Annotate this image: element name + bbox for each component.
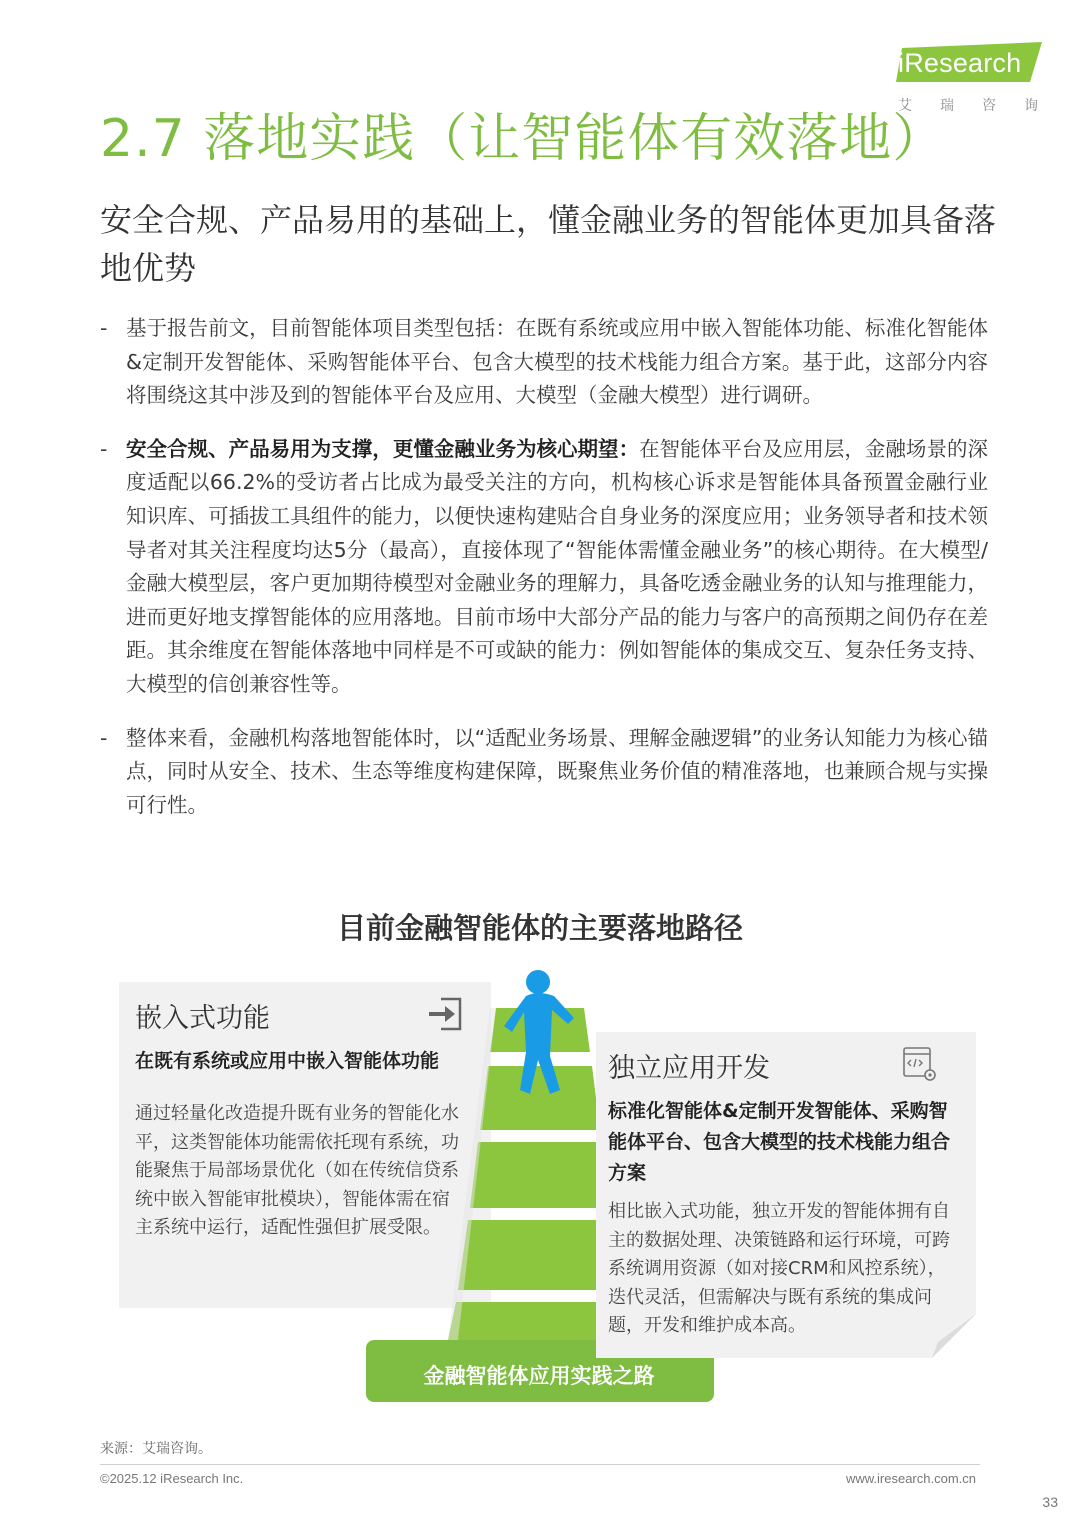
logo-text: iResearch xyxy=(898,48,1022,78)
pyramid-band-3 xyxy=(470,1142,610,1208)
website-link[interactable]: www.iresearch.com.cn xyxy=(845,1471,976,1486)
pyramid-label: 金融智能体应用实践之路 xyxy=(423,1364,655,1388)
bullet-bold: 安全合规、产品易用为支撑，更懂金融业务为核心期望： xyxy=(126,436,640,461)
source-note: 来源：艾瑞咨询。 xyxy=(100,1441,212,1457)
footer-divider xyxy=(100,1464,980,1465)
bullet-item: - 基于报告前文，目前智能体项目类型包括：在既有系统或应用中嵌入智能体功能、标准化智能体&定制开发智能体、采购智能体平台、包含大模型的技术栈能力组合方案。基于此，这部分内容将围绕这其中涉及到的智能体平台及应用、大模型（金融大模型）进行调研。 xyxy=(100,316,988,408)
diagram-title: 目前金融智能体的主要落地路径 xyxy=(336,911,743,945)
bullet-item: - 安全合规、产品易用为支撑，更懂金融业务为核心期望：在智能体平台及应用层，金融场景的深度适配以66.2%的受访者占比成为最受关注的方向，机构核心诉求是智能体具备预置金融行业知识库、可插拔工具组件的能力，以便快速构建贴合自身业务的深度应用；业务领导者和技术领导者对其关注程度均达5分（最高），直接体现了“智能体需懂金融业务”的核心期待。在大模型/金融大模型层，客户更加期待模型对金融业务的理解力，具备吃透金融业务的认知与推理能力，进而更好地支撑智能体的应用落地。目前市场中大部分产品的能力与客户的高预期之间仍存在差距。其余维度在智能体落地中同样是不可或缺的能力：例如智能体的集成交互、复杂任务支持、大模型的信创兼容性等。 xyxy=(100,436,988,696)
page-title: 2.7 落地实践（让智能体有效落地） xyxy=(100,109,946,169)
bullet-text: 基于报告前文，目前智能体项目类型包括：在既有系统或应用中嵌入智能体功能、标准化智能体&定制开发智能体、采购智能体平台、包含大模型的技术栈能力组合方案。基于此，这部分内容将围绕这其中涉及到的智能体平台及应用、大模型（金融大模型）进行调研。 xyxy=(126,316,988,408)
bullet-text: 在智能体平台及应用层，金融场景的深度适配以66.2%的受访者占比成为最受关注的方向，机构核心诉求是智能体具备预置金融行业知识库、可插拔工具组件的能力，以便快速构建贴合自身业务的深度应用；业务领导者和技术领导者对其关注程度均达5分（最高），直接体现了“智能体需懂金融业务”的核心期待。在大模型/金融大模型层，客户更加期待模型对金融业务的理解力，具备吃透金融业务的认知与推理能力，进而更好地支撑智能体的应用落地。目前市场中大部分产品的能力与客户的高预期之间仍存在差距。其余维度在智能体落地中同样是不可或缺的能力：例如智能体的集成交互、复杂任务支持、大模型的信创兼容性等。 xyxy=(126,436,988,696)
standalone-app-card xyxy=(596,1032,976,1358)
card-heading: 嵌入式功能 xyxy=(135,1003,270,1034)
page-subtitle: 安全合规、产品易用的基础上，懂金融业务的智能体更加具备落地优势 xyxy=(100,201,997,287)
card-heading: 独立应用开发 xyxy=(608,1053,770,1084)
page-number: 33 xyxy=(1042,1494,1058,1510)
code-settings-icon xyxy=(900,1044,940,1084)
pyramid-band-2 xyxy=(480,1066,600,1130)
copyright: ©2025.12 iResearch Inc. xyxy=(100,1471,244,1486)
bullet-list xyxy=(100,312,988,842)
card-strong-text: 在既有系统或应用中嵌入智能体功能 xyxy=(135,1050,440,1072)
bullet-text: 整体来看，金融机构落地智能体时，以“适配业务场景、理解金融逻辑”的业务认知能力为核心锚点，同时从安全、技术、生态等维度构建保障，既聚焦业务价值的精准落地，也兼顾合规与实操可行性。 xyxy=(126,725,988,817)
card-body-text: 相比嵌入式功能，独立开发的智能体拥有自主的数据处理、决策链路和运行环境，可跨系统调用资源（如对接CRM和风控系统），迭代灵活，但需解决与既有系统的集成问题，开发和维护成本高。 xyxy=(608,1201,950,1336)
card-strong-text: 标准化智能体&定制开发智能体、采购智能体平台、包含大模型的技术栈能力组合方案 xyxy=(608,1100,951,1184)
card-body-text: 通过轻量化改造提升既有业务的智能化水平，这类智能体功能需依托现有系统，功能聚焦于局部场景优化（如在传统信贷系统中嵌入智能审批模块），智能体需在宿主系统中运行，适配性强但扩展受限。 xyxy=(135,1103,459,1238)
bullet-item: - 整体来看，金融机构落地智能体时，以“适配业务场景、理解金融逻辑”的业务认知能力为核心锚点，同时从安全、技术、生态等维度构建保障，既聚焦业务价值的精准落地，也兼顾合规与实操可行性。 xyxy=(100,725,988,817)
logo-subtitle: 艾瑞咨询 xyxy=(898,98,1066,114)
